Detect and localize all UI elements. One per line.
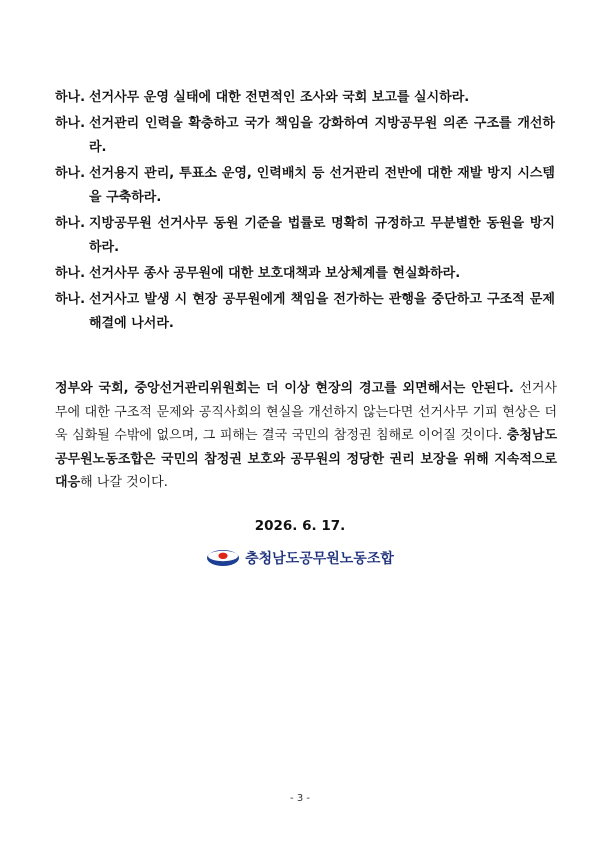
organization-signature (0, 548, 600, 568)
closing-normal-2: 해 나갈 것이다. (80, 475, 168, 490)
closing-normal-1: 선거사무에 대한 구조적 문제와 공직사회의 현실을 개선하지 않는다면 선거사무 기피 현상은 더욱 심화될 수밖에 없으며, 그 피해는 결국 국민의 참정권 침해로 이어질 것이다. (55, 381, 557, 443)
demand-prefix: 하나. (55, 292, 86, 307)
demand-item (55, 288, 555, 336)
demand-prefix: 하나. (55, 90, 86, 105)
demand-text: 선거사고 발생 시 현장 공무원에게 책임을 전가하는 관행을 중단하고 구조적 문제 해결에 나서라. (89, 292, 555, 331)
demand-prefix: 하나. (55, 216, 86, 231)
demand-item (55, 86, 555, 110)
demand-list (55, 86, 555, 338)
demand-prefix: 하나. (55, 116, 86, 131)
page-number: - 3 - (290, 793, 310, 804)
closing-bold-1: 정부와 국회, 중앙선거관리위원회는 더 이상 현장의 경고를 외면해서는 안된다. (55, 381, 514, 396)
demand-prefix: 하나. (55, 266, 86, 281)
demand-text: 선거용지 관리, 투표소 운영, 인력배치 등 선거관리 전반에 대한 재발 방지 시스템을 구축하라. (89, 166, 555, 205)
demand-text: 선거사무 종사 공무원에 대한 보호대책과 보상체계를 현실화하라. (89, 266, 461, 281)
demand-item (55, 212, 555, 260)
closing-bold-2: 충청남도공무원노동조합은 국민의 참정권 보호와 공무원의 정당한 권리 보장을 위해 지속적으로 대응 (55, 428, 557, 490)
organization-name: 충청남도공무원노동조합 (245, 551, 394, 567)
demand-text: 지방공무원 선거사무 동원 기준을 법률로 명확히 규정하고 무분별한 동원을 방지하라. (89, 216, 555, 255)
document-date: 2026. 6. 17. (254, 518, 346, 534)
demand-item (55, 112, 555, 160)
union-logo-icon (206, 549, 240, 567)
demand-item (55, 262, 555, 286)
closing-statement (55, 377, 557, 495)
demand-prefix: 하나. (55, 166, 86, 181)
demand-text: 선거관리 인력을 확충하고 국가 책임을 강화하여 지방공무원 의존 구조를 개선하라. (89, 116, 555, 155)
demand-text: 선거사무 운영 실태에 대한 전면적인 조사와 국회 보고를 실시하라. (89, 90, 470, 105)
demand-item (55, 162, 555, 210)
